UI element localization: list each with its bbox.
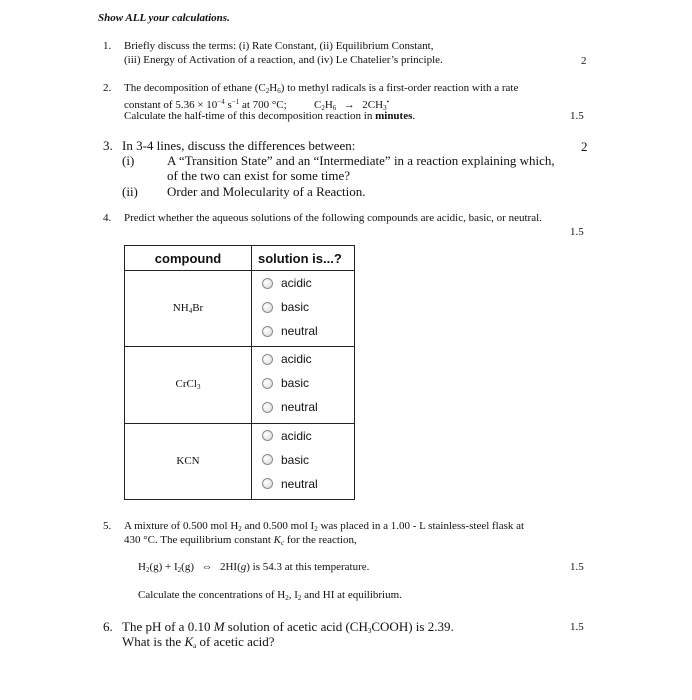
q4-number: 4.: [103, 212, 112, 224]
compound-crcl3: CrCl$_3$: [125, 347, 252, 423]
radio-nh4br-acidic[interactable]: acidic: [252, 271, 354, 295]
q6-marks: 1.5: [570, 621, 584, 633]
radio-icon[interactable]: [262, 302, 273, 313]
q6-line1: The pH of a 0.10 M solution of acetic acid $(CH_3COOH)$ is 2.39.: [122, 619, 454, 635]
q3-ii-label: (ii): [122, 184, 138, 199]
radio-crcl3-acidic[interactable]: acidic: [252, 347, 354, 371]
q3-marks: 2: [581, 139, 588, 154]
radio-kcn-neutral[interactable]: neutral: [252, 472, 354, 496]
radio-kcn-basic[interactable]: basic: [252, 448, 354, 472]
radio-icon[interactable]: [262, 378, 273, 389]
q2-line2: constant of $5.36 \times 10^{-4}$ $s^{-1}$ at 700 °C;: [124, 98, 287, 111]
q2-line1: The decomposition of ethane $(C_2H_6)$ to methyl radicals is a first-order reaction with a rate: [124, 82, 519, 95]
q5-line4: Calculate the concentrations of $H_2$, $I_2$ and HI at equilibrium.: [138, 589, 402, 602]
radio-nh4br-neutral[interactable]: neutral: [252, 319, 354, 343]
radio-icon[interactable]: [262, 278, 273, 289]
compound-table: [124, 245, 355, 500]
q1-marks: 2: [581, 55, 587, 67]
q5-line1: A mixture of 0.500 mol $H_2$ and 0.500 mol $I_2$ was placed in a 1.00 - L stainless-steel flask at: [124, 520, 525, 533]
q2-number: 2.: [103, 82, 112, 94]
radio-icon[interactable]: [262, 326, 273, 337]
q2-marks: 1.5: [570, 110, 584, 122]
q5-line2: 430 °C. The equilibrium constant $K_c$ for the reaction,: [124, 534, 357, 547]
q3-number: 3.: [103, 138, 113, 153]
radio-icon[interactable]: [262, 454, 273, 465]
table-row: [125, 271, 355, 347]
options-kcn: [252, 423, 355, 499]
table-row: [125, 347, 355, 423]
q1-line1: Briefly discuss the terms: (i) Rate Constant, (ii) Equilibrium Constant,: [124, 40, 434, 52]
radio-nh4br-basic[interactable]: basic: [252, 295, 354, 319]
q3-i-line1: A “Transition State” and an “Intermediate” in a reaction explaining which,: [167, 153, 555, 168]
q1-number: 1.: [103, 40, 112, 52]
header-compound: compound: [125, 246, 252, 271]
q5-marks: 1.5: [570, 561, 584, 573]
compound-nh4br: $NH_4Br$: [125, 271, 252, 347]
equilibrium-arrow: ⇔: [201, 561, 213, 573]
q3-i-line2: of the two can exist for some time?: [167, 168, 351, 183]
reaction-arrow: →: [343, 99, 355, 111]
header-solution: solution is...?: [252, 246, 355, 271]
q4-marks: 1.5: [570, 226, 584, 238]
q2-equation: $C_2H_6 \to 2CH_3^•$: [314, 98, 390, 112]
radio-icon[interactable]: [262, 354, 273, 365]
q3-intro: In 3-4 lines, discuss the differences between:: [122, 138, 356, 153]
q3-ii-text: Order and Molecularity of a Reaction.: [167, 184, 366, 199]
q5-equation: $H_2(g) + I_2(g)$ ⇔ 2HI(g) is 54.3 at this temperature.: [138, 561, 370, 574]
table-row: [125, 423, 355, 499]
q3-i-label: (i): [122, 153, 135, 168]
compound-kcn: KCN: [125, 423, 252, 499]
radio-crcl3-basic[interactable]: basic: [252, 371, 354, 395]
page-header: Show ALL your calculations.: [98, 12, 230, 24]
q1-line2: (iii) Energy of Activation of a reaction, and (iv) Le Chatelier’s principle.: [124, 54, 443, 66]
radio-kcn-acidic[interactable]: acidic: [252, 424, 354, 448]
q2-line3: Calculate the half-time of this decomposition reaction in minutes.: [124, 110, 416, 122]
options-crcl3: [252, 347, 355, 423]
q6-line2: What is the $K_a$ of acetic acid?: [122, 634, 275, 650]
q4-text: Predict whether the aqueous solutions of the following compounds are acidic, basic, or neutral.: [124, 212, 542, 224]
radio-icon[interactable]: [262, 402, 273, 413]
radio-icon[interactable]: [262, 478, 273, 489]
q6-number: 6.: [103, 619, 113, 634]
radio-icon[interactable]: [262, 430, 273, 441]
q5-number: 5.: [103, 520, 112, 532]
options-nh4br: [252, 271, 355, 347]
radio-crcl3-neutral[interactable]: neutral: [252, 395, 354, 419]
